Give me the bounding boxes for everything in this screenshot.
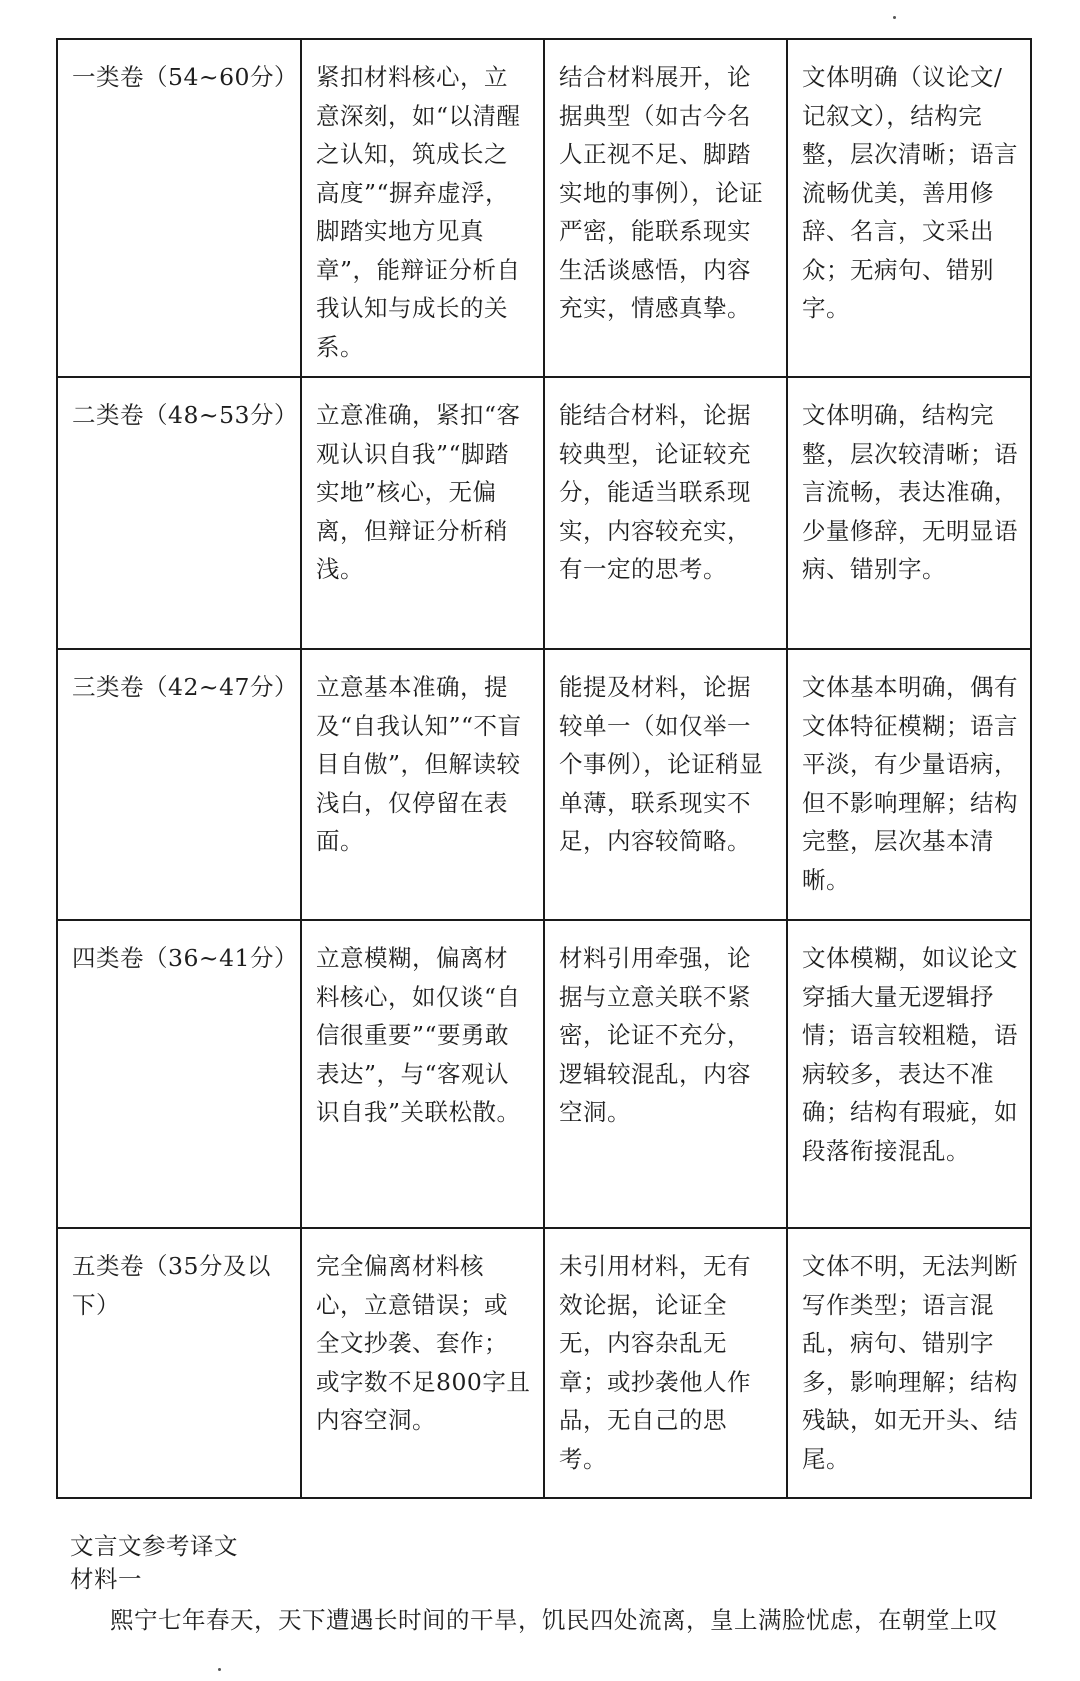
idea-cell: 紧扣材料核心，立意深刻，如“以清醒之认知，筑成长之高度”“摒弃虚浮，脚踏实地方见真章”，能辩证分析自我认知与成长的关系。 [301, 39, 544, 377]
expression-cell: 文体明确（议论文/记叙文），结构完整，层次清晰；语言流畅优美，善用修辞、名言，文采出众；无病句、错别字。 [787, 39, 1031, 377]
translation-heading: 文言文参考译文 [70, 1532, 238, 1560]
grade-cell: 三类卷（42~47分） [57, 649, 301, 920]
expression-cell: 文体模糊，如议论文穿插大量无逻辑抒情；语言较粗糙，语病较多，表达不准确；结构有瑕疵，如段落衔接混乱。 [787, 920, 1031, 1228]
grading-rubric-table [56, 38, 1032, 1499]
content-cell: 结合材料展开，论据典型（如古今名人正视不足、脚踏实地的事例），论证严密，能联系现实生活谈感悟，内容充实，情感真挚。 [544, 39, 787, 377]
scan-speck [893, 16, 896, 19]
table-row [57, 649, 1031, 920]
material-subheading: 材料一 [70, 1565, 142, 1593]
content-cell: 材料引用牵强，论据与立意关联不紧密，论证不充分，逻辑较混乱，内容空洞。 [544, 920, 787, 1228]
table-row [57, 377, 1031, 649]
content-cell: 能提及材料，论据较单一（如仅举一个事例），论证稍显单薄，联系现实不足，内容较简略。 [544, 649, 787, 920]
translation-section [70, 1530, 1050, 1637]
expression-cell: 文体基本明确，偶有文体特征模糊；语言平淡，有少量语病，但不影响理解；结构完整，层次基本清晰。 [787, 649, 1031, 920]
grade-cell: 二类卷（48~53分） [57, 377, 301, 649]
table-row [57, 920, 1031, 1228]
expression-cell: 文体不明，无法判断写作类型；语言混乱，病句、错别字多，影响理解；结构残缺，如无开头、结尾。 [787, 1228, 1031, 1498]
grade-cell: 一类卷（54~60分） [57, 39, 301, 377]
table-row [57, 39, 1031, 377]
table-row [57, 1228, 1031, 1498]
idea-cell: 立意准确，紧扣“客观认识自我”“脚踏实地”核心，无偏离，但辩证分析稍浅。 [301, 377, 544, 649]
idea-cell: 完全偏离材料核心，立意错误；或全文抄袭、套作；或字数不足800字且内容空洞。 [301, 1228, 544, 1498]
grade-cell: 五类卷（35分及以下） [57, 1228, 301, 1498]
scan-speck [218, 1668, 221, 1671]
content-cell: 未引用材料，无有效论据，论证全无，内容杂乱无章；或抄袭他人作品，无自己的思考。 [544, 1228, 787, 1498]
translation-paragraph: 熙宁七年春天，天下遭遇长时间的干旱，饥民四处流离，皇上满脸忧虑，在朝堂上叹 [110, 1606, 998, 1634]
idea-cell: 立意基本准确，提及“自我认知”“不盲目自傲”，但解读较浅白，仅停留在表面。 [301, 649, 544, 920]
idea-cell: 立意模糊，偏离材料核心，如仅谈“自信很重要”“要勇敢表达”，与“客观认识自我”关联松散。 [301, 920, 544, 1228]
grade-cell: 四类卷（36~41分） [57, 920, 301, 1228]
content-cell: 能结合材料，论据较典型，论证较充分，能适当联系现实，内容较充实，有一定的思考。 [544, 377, 787, 649]
expression-cell: 文体明确，结构完整，层次较清晰；语言流畅，表达准确，少量修辞，无明显语病、错别字。 [787, 377, 1031, 649]
